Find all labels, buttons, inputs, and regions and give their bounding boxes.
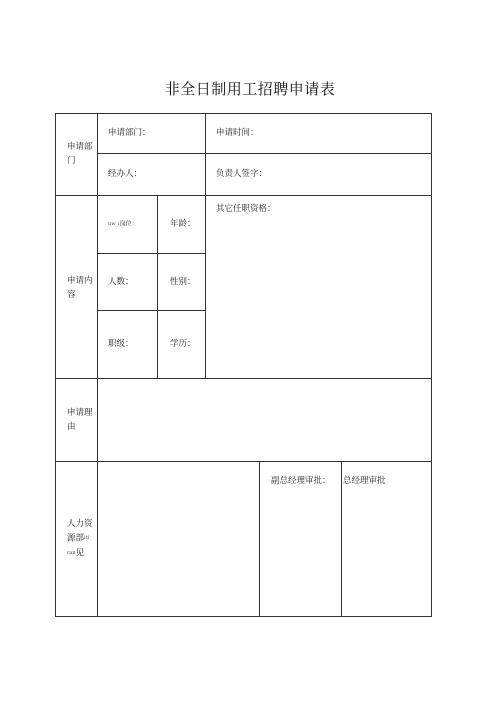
age-field[interactable]: 年龄： xyxy=(170,219,196,229)
row3-label-line2: 由 xyxy=(67,422,76,432)
table-border-right xyxy=(431,113,432,617)
row1-divider xyxy=(97,153,432,154)
row2-divider-a xyxy=(97,253,206,254)
row4-divider-b xyxy=(341,461,342,617)
table-border-top xyxy=(55,113,432,114)
row4-label-tiny2: ran xyxy=(67,549,76,556)
dept-field[interactable]: 申请部门： xyxy=(108,128,151,138)
gm-approval-field[interactable]: 总经理审批 xyxy=(343,476,386,486)
reason-input-area[interactable] xyxy=(98,379,431,461)
form-title: 非全日制用工招聘申请表 xyxy=(164,80,336,98)
row2-label-line2: 容 xyxy=(67,290,76,300)
row1-label xyxy=(67,140,93,168)
row2-divider-b xyxy=(97,310,206,311)
row3-label xyxy=(67,406,93,434)
hr-opinion-area[interactable] xyxy=(98,462,259,616)
row1-bottom-border xyxy=(55,195,432,196)
count-field[interactable]: 人数： xyxy=(108,277,134,287)
education-field[interactable]: 学历： xyxy=(170,339,196,349)
rank-field[interactable]: 职级： xyxy=(108,339,134,349)
row4-label-line2: 源部 xyxy=(67,533,85,544)
row4-label-line3-end: 见 xyxy=(75,548,85,558)
supervisor-signature-field[interactable]: 负责人签字： xyxy=(216,169,268,179)
row2-label xyxy=(67,274,93,302)
position-field-label: 岗位： xyxy=(119,220,138,228)
table-border-bottom xyxy=(55,616,432,617)
row4-label-line1: 人力资 xyxy=(67,519,93,529)
row4-label xyxy=(67,517,93,560)
gender-field[interactable]: 性别： xyxy=(170,277,196,287)
row3-label-line1: 申请理 xyxy=(67,408,93,418)
row1-label-line2: 门 xyxy=(67,156,76,166)
handler-field[interactable]: 经办人： xyxy=(108,169,143,179)
position-field-tiny-text: uw_i xyxy=(108,221,120,227)
other-qualifications-field[interactable]: 其它任职资格： xyxy=(216,204,276,214)
position-field[interactable] xyxy=(108,217,138,232)
row2-label-line1: 申请内 xyxy=(67,276,93,286)
row2-inner-divider xyxy=(157,195,158,379)
table-border-left xyxy=(55,113,56,617)
time-field[interactable]: 申请时间： xyxy=(216,128,259,138)
vp-approval-field[interactable]: 副总经理审批： xyxy=(271,476,331,486)
row1-row2-center-divider xyxy=(205,113,206,379)
row4-label-tiny1: iti xyxy=(84,535,90,541)
row4-divider-a xyxy=(259,461,260,617)
row1-label-line1: 申请部 xyxy=(67,142,93,152)
